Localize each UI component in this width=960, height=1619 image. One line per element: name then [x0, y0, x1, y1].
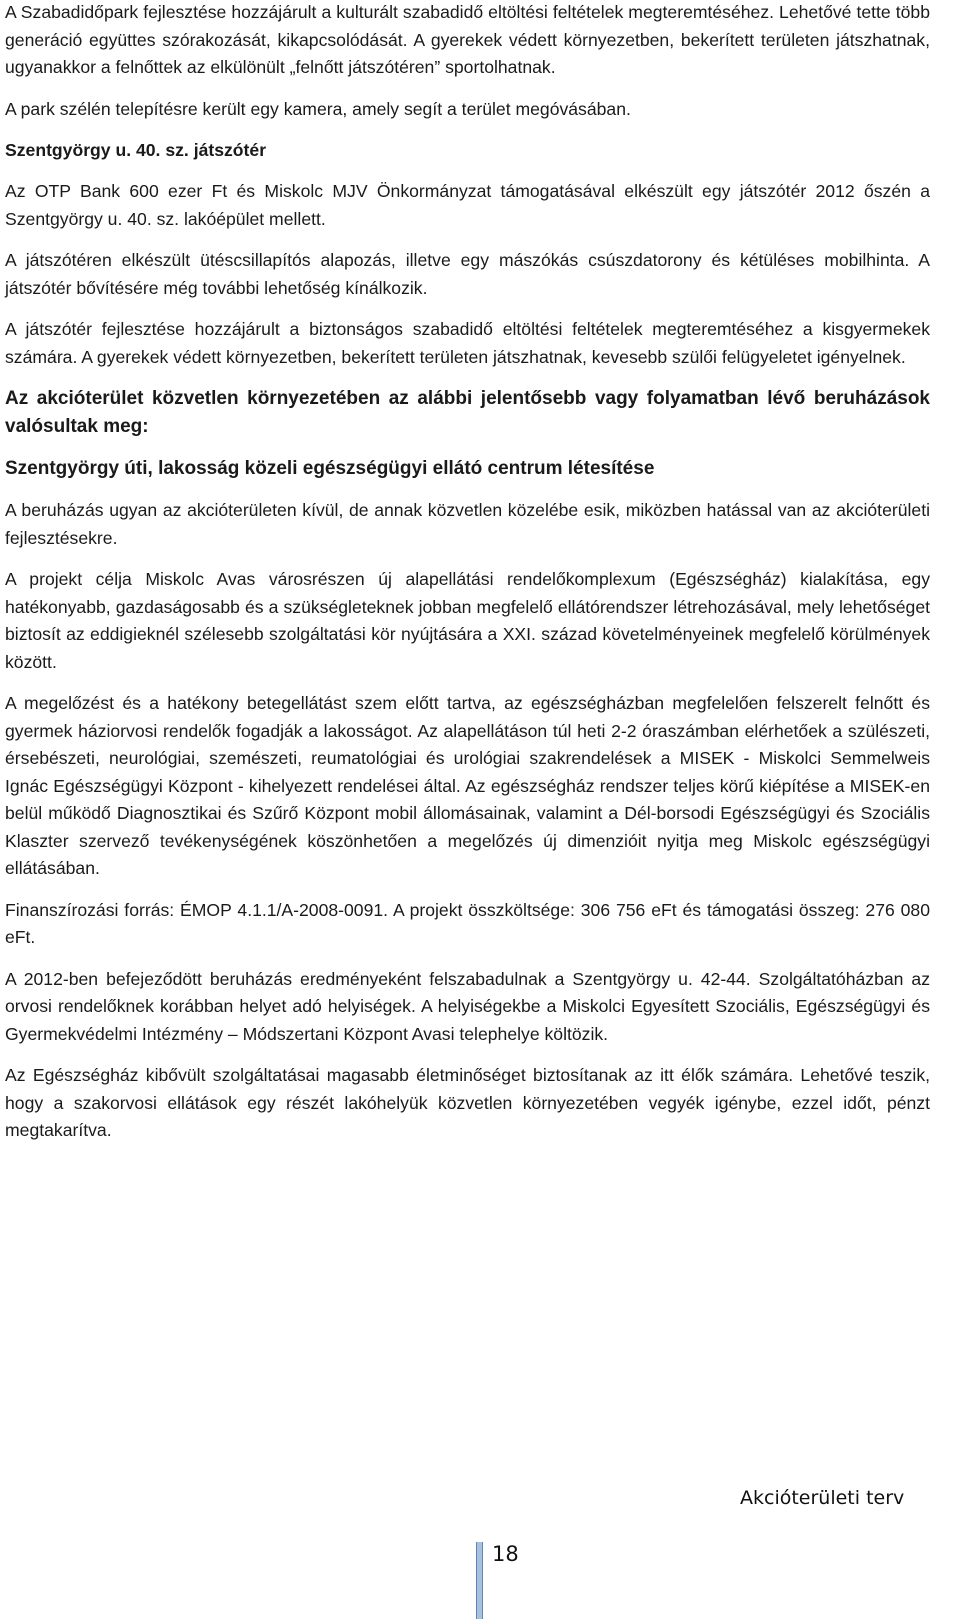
paragraph-egeszseghaz: Az Egészségház kibővült szolgáltatásai magasabb életminőséget biztosítanak az itt élők számára. Lehetővé teszik, hogy a szakorvosi ellátások egy részét lakóhelyük közvetlen környezetében vegyék igénybe, ezzel időt, pénzt megtakarítva. — [5, 1065, 930, 1140]
paragraph-szolgaltatohaz: A 2012-ben befejeződött beruházás eredményeként felszabadulnak a Szentgyörgy u. 42-44. Szolgáltatóházban az orvosi rendelőknek korábban helyet adó helyiségek. A helyiségekbe a Miskolci Egyesített Szociális, Egészségügyi és Gyermekvédelmi Intézmény – Módszertani Központ Avasi telephelye költözik. — [5, 968, 930, 1044]
page-number: 18 — [492, 1542, 519, 1566]
paragraph-kamera: A park szélén telepítésre került egy kamera, amely segít a terület megóvásában. — [5, 98, 631, 119]
paragraph-jatszoter-fejlesztes: A játszótér fejlesztése hozzájárult a biztonságos szabadidő eltöltési feltételek megteremtéséhez a kisgyermekek számára. A gyerekek védett környezetben, bekerített területen játszhatnak, kevesebb szülői felügyeletet igényelnek. — [5, 319, 930, 367]
footer-document-title: Akcióterületi terv — [740, 1487, 905, 1509]
heading-szentgyorgy-jatszoter: Szentgyörgy u. 40. sz. játszótér — [5, 140, 267, 160]
paragraph-megelozes: A megelőzést és a hatékony betegellátást szem előtt tartva, az egészségházban megfelelően felszerelt felnőtt és gyermek háziorvosi rendelők fogadják a lakosságot. Az alapellátáson túl heti 2-2 óraszámban elérhetőek a szülészeti, érsebészeti, neurológiai, szemészeti, reumatológiai és urológiai szakrendelések a MISEK - Miskolci Semmelweis Ignác Egészségügyi Központ - kihelyezett rendelései által. Az egészségház rendszer teljes körű kiépítése a MISEK-en belül működő Diagnosztikai és Szűrő Központ mobil állomásainak, valamint a Dél-borsodi Egészségügyi és Szociális Klaszter szervező tevékenységének köszönhetően a megelőzés új dimenzióit nyitja meg Miskolc egészségügyi ellátásában. — [5, 693, 930, 878]
paragraph-szabadidopark: A Szabadidőpark fejlesztése hozzájárult a kulturált szabadidő eltöltési feltételek megteremtéséhez. Lehetővé tette több generáció együttes szórakozását, kikapcsolódását. A gyerekek védett környezetben, bekerített területen játszhatnak, ugyanakkor a felnőttek az elkülönült „felnőtt játszótéren” sportolhatnak. — [5, 2, 930, 77]
heading-egeszsegugyi-centrum: Szentgyörgy úti, lakosság közeli egészségügyi ellátó centrum létesítése — [5, 458, 655, 479]
paragraph-beruhazas-helye: A beruházás ugyan az akcióterületen kívül, de annak közvetlen közelébe esik, miközben hatással van az akcióterületi fejlesztésekre. — [5, 500, 930, 548]
paragraph-projekt-celja: A projekt célja Miskolc Avas városrészen új alapellátási rendelőkomplexum (Egészségház) kialakítása, egy hatékonyabb, gazdaságosabb és a szükségleteknek jobban megfelelő ellátórendszer létrehozásával, mely lehetőséget biztosít az eddigieknél szélesebb szolgáltatási kör nyújtására a XXI. század követelményeinek megfelelő körülmények között. — [5, 569, 930, 672]
footer-divider — [476, 1542, 483, 1619]
paragraph-finanszirozas: Finanszírozási forrás: ÉMOP 4.1.1/A-2008-0091. A projekt összköltsége: 306 756 eFt és támogatási összeg: 276 080 eFt. — [5, 899, 930, 947]
heading-beruhazasok: Az akcióterület közvetlen környezetében az alábbi jelentősebb vagy folyamatban lévő beruházások valósultak meg: — [5, 388, 930, 437]
document-body — [5, 0, 930, 1159]
paragraph-otp-bank: Az OTP Bank 600 ezer Ft és Miskolc MJV Önkormányzat támogatásával elkészült egy játszótér 2012 őszén a Szentgyörgy u. 40. sz. lakóépület mellett. — [5, 181, 930, 229]
paragraph-jatszoter-elemek: A játszótéren elkészült ütéscsillapítós alapozás, illetve egy mászókás csúszdatorony és kétüléses mobilhinta. A játszótér bővítésére még további lehetőség kínálkozik. — [5, 250, 930, 298]
